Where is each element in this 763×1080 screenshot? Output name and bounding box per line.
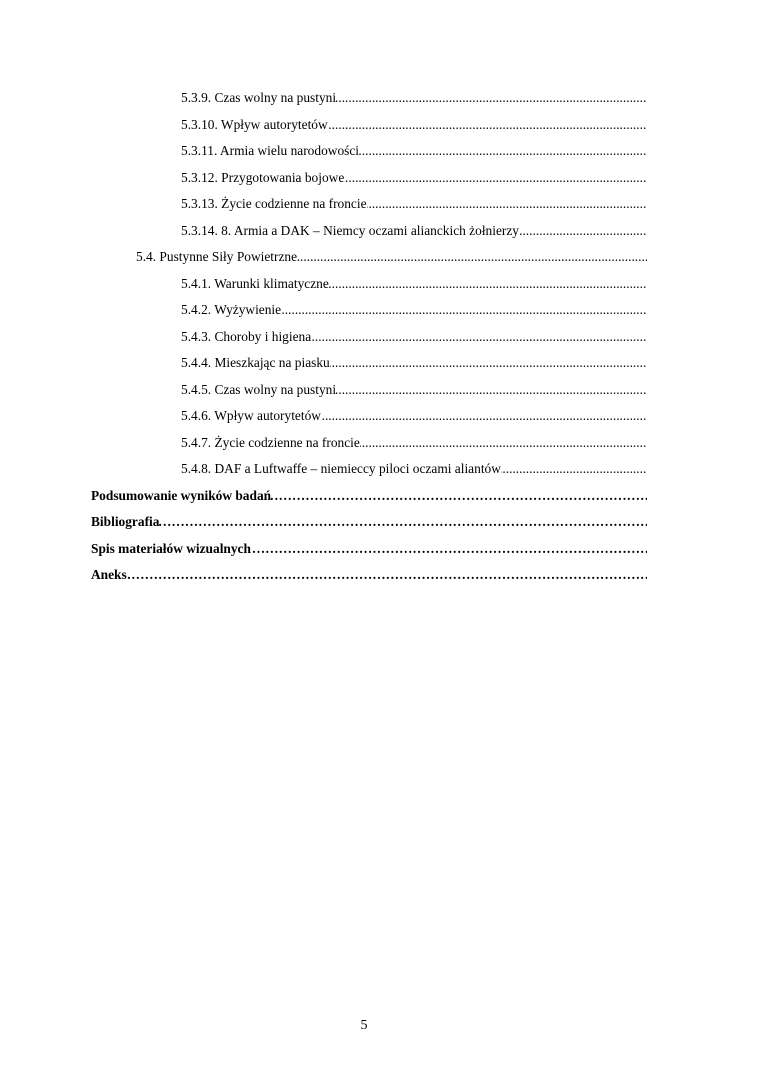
toc-entry-title: 5.3.9. Czas wolny na pustyni xyxy=(181,90,337,105)
toc-entry-5-3-10[interactable] xyxy=(181,115,647,135)
toc-entry-5-4-3[interactable] xyxy=(181,327,647,347)
toc-entry-title: Spis materiałów wizualnych xyxy=(91,540,251,556)
toc-entry-title: 5.3.11. Armia wielu narodowości xyxy=(181,143,360,158)
page-number: 5 xyxy=(360,1018,368,1033)
toc-entry-5-4-7[interactable] xyxy=(181,433,647,453)
toc-entry-5-4[interactable] xyxy=(136,247,647,267)
toc-entry-title: 5.3.12. Przygotowania bojowe xyxy=(181,169,345,185)
toc-entry-title: 5.4.4. Mieszkając na piasku xyxy=(181,355,330,370)
toc-entry-title: 5.4. Pustynne Siły Powietrzne xyxy=(136,249,298,264)
toc-entry-5-3-13[interactable] xyxy=(181,194,647,214)
toc-entry-title: 5.4.3. Choroby i higiena xyxy=(181,328,312,344)
toc-entry-title: Aneks xyxy=(91,567,127,582)
toc-entry-5-4-4[interactable] xyxy=(181,353,647,373)
toc-entry-5-3-12[interactable] xyxy=(181,168,647,188)
toc-entry-5-3-14[interactable] xyxy=(181,221,647,241)
toc-entry-title: 5.4.5. Czas wolny na pustyni xyxy=(181,381,337,397)
toc-entry-visual-materials[interactable] xyxy=(91,539,647,559)
toc-entry-summary[interactable] xyxy=(91,486,647,506)
toc-entry-5-4-5[interactable] xyxy=(181,380,647,400)
toc-entry-title: 5.3.13. Życie codzienne na froncie xyxy=(181,196,367,211)
toc-entry-title: Podsumowanie wyników badań xyxy=(91,487,272,503)
toc-entry-5-4-1[interactable] xyxy=(181,274,647,294)
toc-entry-title: 5.4.2. Wyżywienie xyxy=(181,302,282,317)
toc-entry-5-4-8[interactable] xyxy=(181,459,647,479)
toc-entry-title: 5.3.10. Wpływ autorytetów xyxy=(181,116,328,132)
toc-entry-5-4-2[interactable] xyxy=(181,300,647,320)
toc-leader-dots xyxy=(91,512,647,532)
toc-entry-annex[interactable] xyxy=(91,565,647,585)
toc-entry-5-3-11[interactable] xyxy=(181,141,647,161)
toc-entry-title: 5.4.8. DAF a Luftwaffe – niemieccy piloci oczami aliantów xyxy=(181,461,501,476)
toc-entry-title: Bibliografia xyxy=(91,514,160,529)
toc-leader-dots xyxy=(91,565,647,585)
toc-entry-bibliography[interactable] xyxy=(91,512,647,532)
toc-entry-5-3-9[interactable] xyxy=(181,88,647,108)
toc-entry-title: 5.4.1. Warunki klimatyczne xyxy=(181,275,329,291)
toc-entry-title: 5.4.6. Wpływ autorytetów xyxy=(181,408,321,423)
toc-entry-title: 5.3.14. 8. Armia a DAK – Niemcy oczami alianckich żołnierzy xyxy=(181,222,520,238)
toc-entry-title: 5.4.7. Życie codzienne na froncie xyxy=(181,434,360,450)
toc-entry-5-4-6[interactable] xyxy=(181,406,647,426)
